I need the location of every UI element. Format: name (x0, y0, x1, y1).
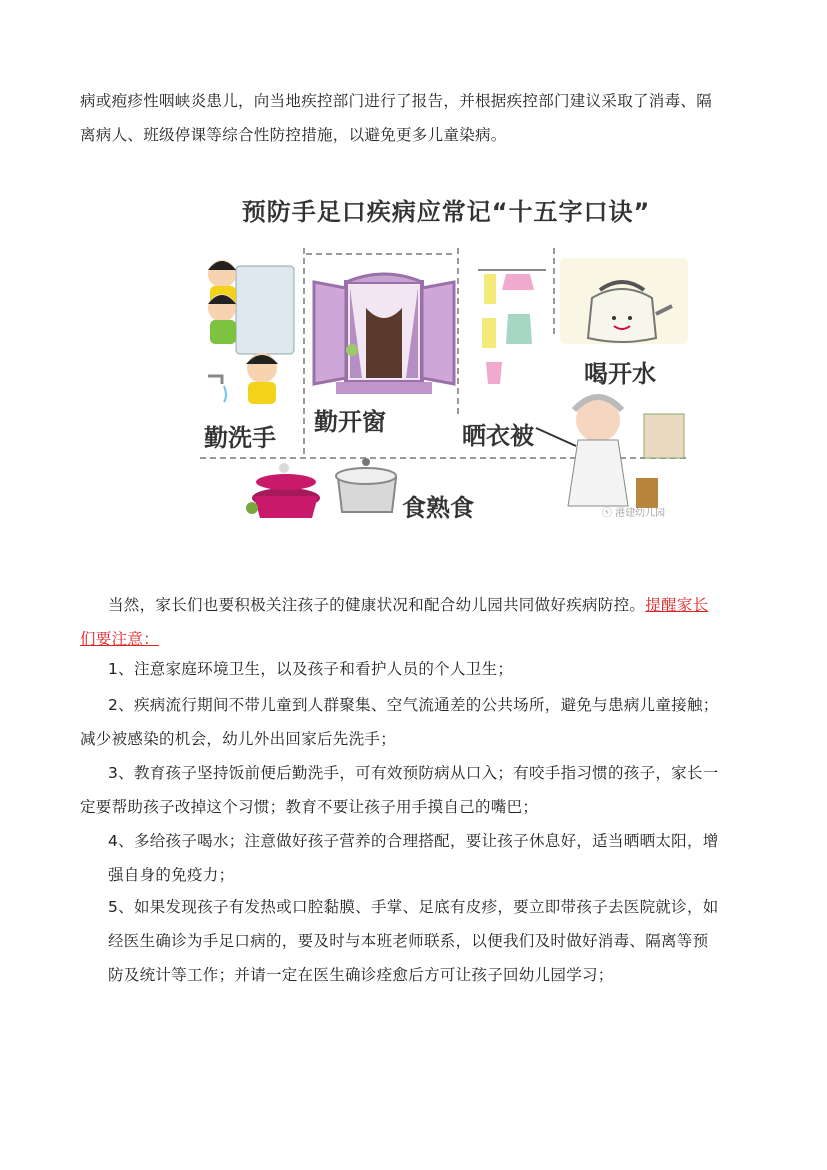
cooking-pots-image (246, 458, 396, 518)
caption-sun-bedding: 晒衣被 (462, 422, 534, 450)
poster-title: 预防手足口疾病应常记“十五字口诀” (241, 198, 651, 226)
list-item: 5、如果发现孩子有发热或口腔黏膜、手掌、足底有皮疹，要立即带孩子去医院就诊，如 经医生确诊为手足口病的，要及时与本班老师联系，以便我们及时做好消毒、隔离等预 防及统计等工作；并请一定在医生确诊痊愈后方可让孩子回幼儿园学习； (108, 898, 719, 984)
list-item: 4、多给孩子喝水；注意做好孩子营养的合理搭配，要让孩子休息好，适当晒晒太阳，增 强自身的免疫力； (108, 832, 719, 884)
doctor-figure-image (536, 397, 684, 508)
reminder-text: 当然，家长们也要积极关注孩子的健康状况和配合幼儿园共同做好疾病防控。 (108, 596, 646, 614)
kids-washing-hands-image (208, 260, 294, 404)
caption-cooked-food: 食熟食 (402, 494, 474, 522)
poster-watermark: ⓢ 港建幼儿园 (602, 508, 666, 519)
list-item: 3、教育孩子坚持饭前便后勤洗手，可有效预防病从口入；有咬手指习惯的孩子，家长一 定要帮助孩子改掉这个习惯；教育不要让孩子用手摸自己的嘴巴； (80, 764, 719, 816)
prevention-poster (196, 178, 696, 530)
list-item: 2、疾病流行期间不带儿童到人群聚集、空气流通差的公共场所，避免与患病儿童接触； 减少被感染的机会，幼儿外出回家后先洗手； (80, 696, 719, 748)
intro-paragraph (80, 84, 748, 152)
caption-open-window: 勤开窗 (314, 408, 386, 436)
intro-line-1: 病或疱疹性咽峡炎患儿，向当地疾控部门进行了报告，并根据疾控部门建议采取了消毒、隔 (80, 92, 713, 110)
caption-wash-hands: 勤洗手 (204, 424, 276, 452)
kettle-image (560, 258, 688, 344)
reminder-link-part1[interactable]: 提醒家长 (645, 596, 709, 614)
reminder-link-part2[interactable]: 们要注意： (80, 630, 160, 648)
intro-line-2: 离病人、班级停课等综合性防控措施，以避免更多儿童染病。 (80, 126, 507, 144)
open-window-image (314, 274, 454, 394)
reminder-paragraph (80, 588, 748, 656)
list-item: 1、注意家庭环境卫生，以及孩子和看护人员的个人卫生； (108, 660, 514, 678)
clothes-drying-image (478, 270, 546, 384)
caption-boiled-water: 喝开水 (584, 360, 656, 388)
